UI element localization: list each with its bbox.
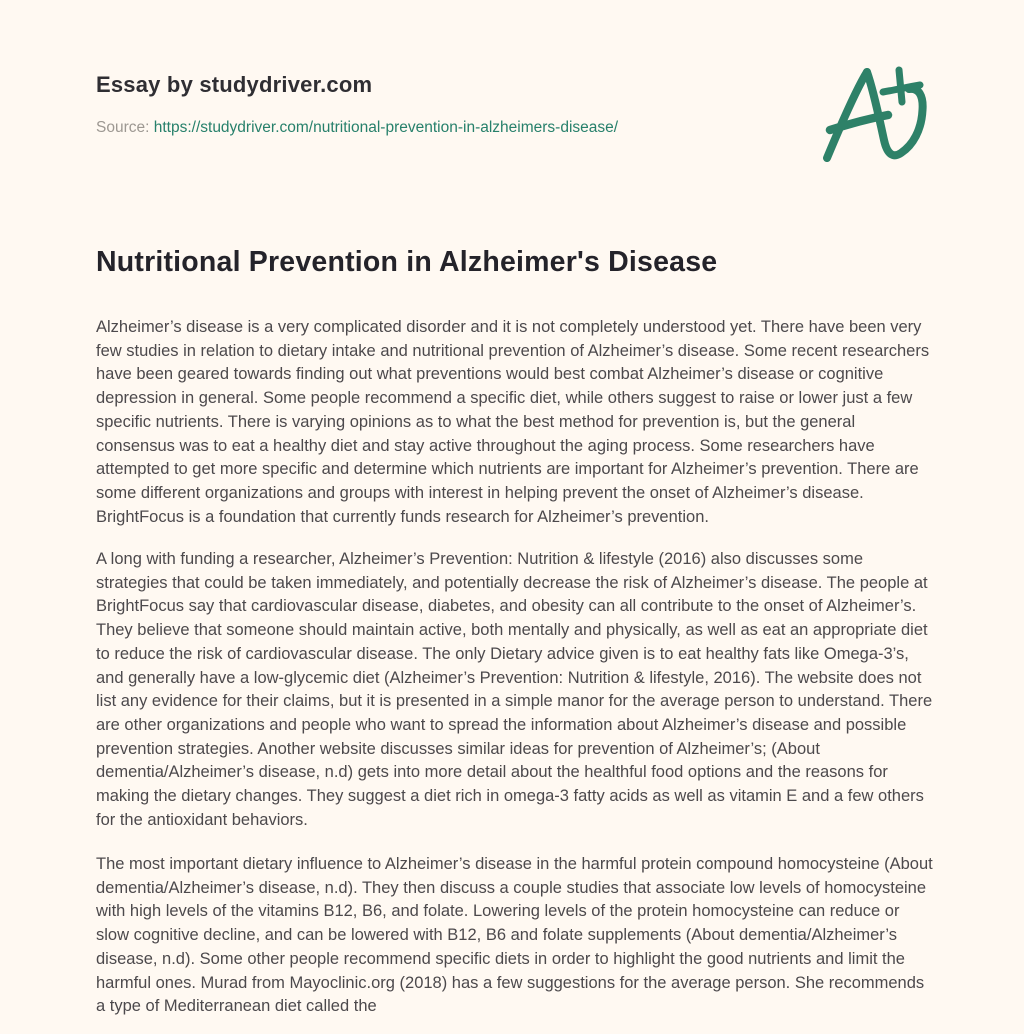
- article-paragraph-3: The most important dietary influence to Alzheimer’s disease in the harmful protein compound homocysteine (About dementia/Alzheimer’s disease, n.d). They then discuss a couple studies that associate low levels of homocysteine with high levels of the vitamins B12, B6, and folate. Lowering levels of the protein homocysteine can reduce or slow cognitive decline, and can be lowered with B12, B6 and folate supplements (About dementia/Alzheimer’s disease, n.d). Some other people recommend specific diets in order to highlight the good nutrients and limit the harmful ones. Murad from Mayoclinic.org (2018) has a few suggestions for the average person. She recommends a type of Mediterranean diet called the: [96, 855, 933, 1016]
- article-paragraph-2: A long with funding a researcher, Alzheimer’s Prevention: Nutrition & lifestyle (2016) also discusses some strategies that could be taken immediately, and potentially decrease the risk of Alzheimer’s disease. The people at BrightFocus say that cardiovascular disease, diabetes, and obesity can all contribute to the onset of Alzheimer’s. They believe that someone should maintain active, both mentally and physically, as well as eat an appropriate diet to reduce the risk of cardiovascular disease. The only Dietary advice given is to eat healthy fats like Omega-3’s, and generally have a low-glycemic diet (Alzheimer’s Prevention: Nutrition & lifestyle, 2016). The website does not list any evidence for their claims, but it is presented in a simple manor for the average person to understand. There are other organizations and people who want to spread the information about Alzheimer’s disease and possible prevention strategies. Another website discusses similar ideas for prevention of Alzheimer’s; (About dementia/Alzheimer’s disease, n.d) gets into more detail about the healthful food options and the reasons for making the dietary changes. They suggest a diet rich in omega-3 fatty acids as well as vitamin E and a few others for the antioxidant behaviors.: [96, 550, 933, 829]
- source-link[interactable]: https://studydriver.com/nutritional-prevention-in-alzheimers-disease/: [153, 119, 619, 136]
- essay-by-heading: Essay by studydriver.com: [96, 72, 373, 97]
- page-title: Nutritional Prevention in Alzheimer's Disease: [96, 246, 718, 278]
- source-line: [96, 119, 618, 137]
- article-paragraph-1: Alzheimer’s disease is a very complicated disorder and it is not completely understood yet. There have been very few studies in relation to dietary intake and nutritional prevention of Alzheimer’s disease. Some recent researchers have been geared towards finding out what preventions would best combat Alzheimer’s disease or cognitive depression in general. Some people recommend a specific diet, while others suggest to raise or lower just a few specific nutrients. There is varying opinions as to what the best method for prevention is, but the general consensus was to eat a healthy diet and stay active throughout the aging process. Some researchers have attempted to get more specific and determine which nutrients are important for Alzheimer’s prevention. There are some different organizations and groups with interest in helping prevent the onset of Alzheimer’s disease. BrightFocus is a foundation that currently funds research for Alzheimer’s prevention.: [96, 318, 930, 526]
- source-label: Source:: [96, 119, 154, 136]
- studydriver-a-plus-logo-icon: [818, 58, 943, 170]
